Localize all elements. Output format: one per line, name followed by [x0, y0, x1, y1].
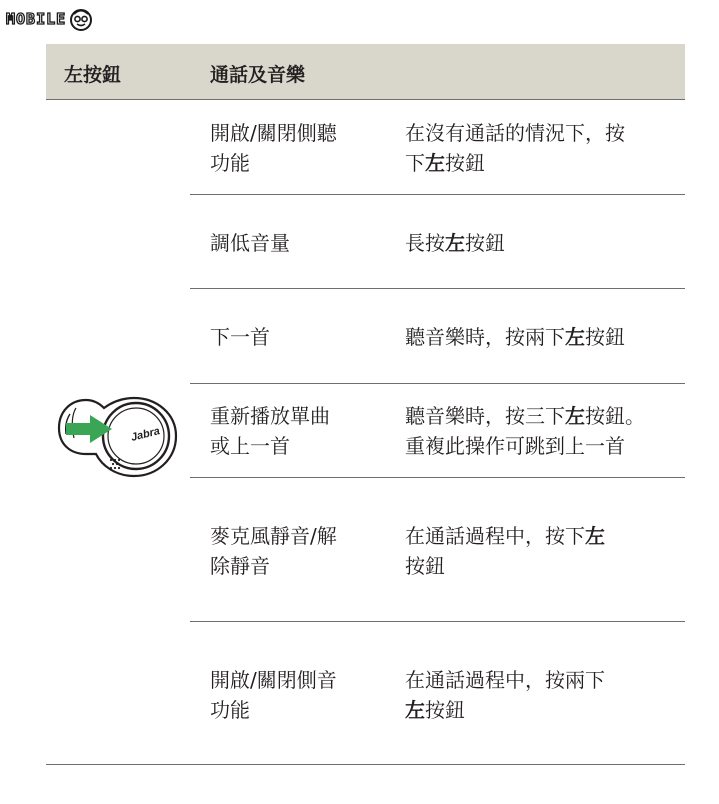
function-description: 在通話過程中，按下左 按鈕 [405, 524, 605, 578]
table-row [190, 195, 685, 289]
table-row [190, 100, 685, 195]
table-header [46, 44, 685, 100]
function-label: 重新播放單曲 或上一首 [210, 404, 330, 458]
table-row [190, 622, 685, 764]
function-description: 在沒有通話的情況下，按 下左按鈕 [405, 121, 625, 175]
earbud-left-button-icon [56, 396, 180, 480]
header-section-column: 通話及音樂 [210, 64, 306, 86]
table-row [190, 289, 685, 384]
function-label: 麥克風靜音/解 除靜音 [210, 524, 337, 578]
function-description: 聽音樂時，按兩下左按鈕 [405, 325, 625, 349]
function-description: 長按左按鈕 [405, 231, 505, 255]
function-label: 開啟/關閉側音 功能 [210, 668, 337, 722]
table-row [190, 384, 685, 478]
function-description: 在通話過程中，按兩下 左按鈕 [405, 668, 605, 722]
earbud-brand-label: Jabra [129, 425, 162, 444]
table-bottom-border [46, 764, 685, 765]
header-button-column: 左按鈕 [64, 64, 122, 86]
function-label: 開啟/關閉側聽 功能 [210, 121, 337, 175]
mobile01-face-icon [68, 6, 94, 32]
function-label: 調低音量 [210, 231, 290, 255]
table-row [190, 478, 685, 622]
function-description: 聽音樂時，按三下左按鈕。 重複此操作可跳到上一首 [405, 404, 645, 458]
watermark-logo [6, 6, 94, 32]
watermark-text: MOBILE [6, 10, 67, 28]
function-label: 下一首 [210, 325, 270, 349]
